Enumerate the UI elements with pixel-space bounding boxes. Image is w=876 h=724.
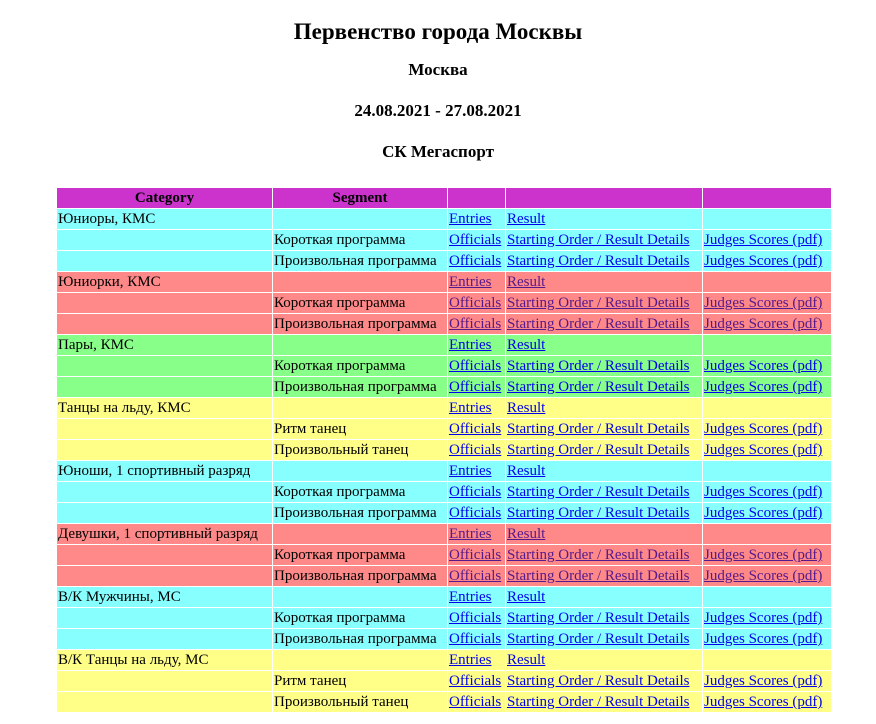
starting-order-cell [506,419,702,439]
result-link[interactable]: Result [507,589,546,605]
table-body [57,209,831,712]
segment-name: Произвольная программа [273,503,447,523]
category-empty [57,671,272,691]
starting-order-link[interactable]: Starting Order / Result Details [507,568,690,584]
starting-order-cell [506,566,702,586]
result-link[interactable]: Result [507,652,546,668]
empty-cell [703,398,831,418]
column-header-segment: Segment [273,188,447,208]
officials-cell [448,692,505,712]
category-empty [57,251,272,271]
officials-cell [448,545,505,565]
officials-cell [448,293,505,313]
segment-row [57,629,831,649]
segment-empty [273,461,447,481]
officials-cell [448,419,505,439]
segment-empty [273,398,447,418]
judges-scores-link[interactable]: Judges Scores (pdf) [704,484,823,500]
entries-cell [448,461,505,481]
judges-scores-cell [703,293,831,313]
judges-scores-link[interactable]: Judges Scores (pdf) [704,358,823,374]
column-header-links-3 [703,188,831,208]
category-name: Юниорки, КМС [57,272,272,292]
entries-cell [448,650,505,670]
segment-name: Короткая программа [273,545,447,565]
category-empty [57,629,272,649]
result-link[interactable]: Result [507,463,546,479]
category-row [57,209,831,229]
officials-cell [448,608,505,628]
starting-order-cell [506,482,702,502]
starting-order-link[interactable]: Starting Order / Result Details [507,358,690,374]
result-link[interactable]: Result [507,526,546,542]
category-name: В/К Танцы на льду, МС [57,650,272,670]
result-cell [506,524,702,544]
category-empty [57,293,272,313]
judges-scores-cell [703,503,831,523]
empty-cell [703,461,831,481]
segment-name: Короткая программа [273,230,447,250]
judges-scores-cell [703,314,831,334]
judges-scores-link[interactable]: Judges Scores (pdf) [704,316,823,332]
segment-name: Произвольная программа [273,377,447,397]
segment-row [57,251,831,271]
segment-empty [273,335,447,355]
category-row [57,587,831,607]
officials-link[interactable]: Officials [449,232,502,248]
category-empty [57,419,272,439]
judges-scores-link[interactable]: Judges Scores (pdf) [704,505,823,521]
judges-scores-link[interactable]: Judges Scores (pdf) [704,232,823,248]
officials-link[interactable]: Officials [449,673,502,689]
officials-link[interactable]: Officials [449,379,502,395]
entries-cell [448,335,505,355]
segment-row [57,671,831,691]
starting-order-cell [506,314,702,334]
event-venue: СК Мегаспорт [382,142,494,161]
category-row [57,461,831,481]
entries-link[interactable]: Entries [449,400,492,416]
category-row [57,398,831,418]
column-header-links-1 [448,188,505,208]
entries-cell [448,209,505,229]
officials-link[interactable]: Officials [449,442,502,458]
entries-link[interactable]: Entries [449,274,492,290]
segment-name: Короткая программа [273,608,447,628]
starting-order-cell [506,671,702,691]
judges-scores-cell [703,692,831,712]
entries-link[interactable]: Entries [449,589,492,605]
category-empty [57,608,272,628]
entries-cell [448,398,505,418]
table-header-row [57,188,831,208]
result-cell [506,209,702,229]
empty-cell [703,650,831,670]
entries-link[interactable]: Entries [449,652,492,668]
category-empty [57,692,272,712]
judges-scores-cell [703,545,831,565]
starting-order-link[interactable]: Starting Order / Result Details [507,484,690,500]
judges-scores-cell [703,377,831,397]
judges-scores-cell [703,440,831,460]
judges-scores-link[interactable]: Judges Scores (pdf) [704,610,823,626]
officials-cell [448,440,505,460]
starting-order-cell [506,293,702,313]
starting-order-cell [506,692,702,712]
judges-scores-link[interactable]: Judges Scores (pdf) [704,547,823,563]
starting-order-link[interactable]: Starting Order / Result Details [507,316,690,332]
result-cell [506,335,702,355]
category-empty [57,566,272,586]
starting-order-cell [506,440,702,460]
segment-name: Короткая программа [273,356,447,376]
category-name: Пары, КМС [57,335,272,355]
result-cell [506,461,702,481]
judges-scores-link[interactable]: Judges Scores (pdf) [704,442,823,458]
judges-scores-cell [703,482,831,502]
segment-empty [273,272,447,292]
judges-scores-cell [703,629,831,649]
result-cell [506,587,702,607]
segment-name: Ритм танец [273,419,447,439]
officials-link[interactable]: Officials [449,568,502,584]
officials-cell [448,503,505,523]
entries-link[interactable]: Entries [449,463,492,479]
segment-name: Ритм танец [273,671,447,691]
segment-row [57,440,831,460]
officials-cell [448,251,505,271]
category-empty [57,440,272,460]
starting-order-link[interactable]: Starting Order / Result Details [507,631,690,647]
segment-row [57,293,831,313]
empty-cell [703,272,831,292]
segment-empty [273,524,447,544]
officials-link[interactable]: Officials [449,505,502,521]
starting-order-link[interactable]: Starting Order / Result Details [507,547,690,563]
officials-link[interactable]: Officials [449,547,502,563]
entries-link[interactable]: Entries [449,526,492,542]
segment-row [57,503,831,523]
starting-order-cell [506,356,702,376]
starting-order-link[interactable]: Starting Order / Result Details [507,610,690,626]
entries-cell [448,524,505,544]
segment-row [57,566,831,586]
starting-order-cell [506,251,702,271]
entries-link[interactable]: Entries [449,337,492,353]
starting-order-link[interactable]: Starting Order / Result Details [507,505,690,521]
segment-empty [273,209,447,229]
officials-link[interactable]: Officials [449,610,502,626]
judges-scores-cell [703,356,831,376]
category-name: Юноши, 1 спортивный разряд [57,461,272,481]
entries-cell [448,272,505,292]
judges-scores-link[interactable]: Judges Scores (pdf) [704,694,823,710]
category-name: Девушки, 1 спортивный разряд [57,524,272,544]
category-row [57,650,831,670]
starting-order-cell [506,629,702,649]
empty-cell [703,335,831,355]
category-empty [57,356,272,376]
segment-row [57,545,831,565]
judges-scores-link[interactable]: Judges Scores (pdf) [704,568,823,584]
segment-row [57,356,831,376]
category-name: В/К Мужчины, МС [57,587,272,607]
event-city: Москва [408,60,468,79]
result-link[interactable]: Result [507,274,546,290]
category-empty [57,377,272,397]
judges-scores-cell [703,671,831,691]
officials-link[interactable]: Officials [449,484,502,500]
result-link[interactable]: Result [507,211,546,227]
judges-scores-link[interactable]: Judges Scores (pdf) [704,379,823,395]
category-empty [57,482,272,502]
result-link[interactable]: Result [507,400,546,416]
segment-empty [273,650,447,670]
entries-cell [448,587,505,607]
category-empty [57,503,272,523]
officials-link[interactable]: Officials [449,253,502,269]
category-row [57,524,831,544]
segment-row [57,377,831,397]
event-dates: 24.08.2021 - 27.08.2021 [354,101,522,120]
starting-order-cell [506,608,702,628]
segment-row [57,419,831,439]
result-cell [506,272,702,292]
empty-cell [703,587,831,607]
starting-order-link[interactable]: Starting Order / Result Details [507,253,690,269]
starting-order-link[interactable]: Starting Order / Result Details [507,379,690,395]
starting-order-cell [506,545,702,565]
segment-name: Произвольная программа [273,629,447,649]
column-header-category: Category [57,188,272,208]
category-row [57,335,831,355]
officials-link[interactable]: Officials [449,694,502,710]
starting-order-link[interactable]: Starting Order / Result Details [507,421,690,437]
judges-scores-cell [703,251,831,271]
judges-scores-link[interactable]: Judges Scores (pdf) [704,295,823,311]
result-cell [506,650,702,670]
officials-cell [448,314,505,334]
segment-name: Произвольная программа [273,566,447,586]
officials-cell [448,671,505,691]
officials-cell [448,356,505,376]
officials-link[interactable]: Officials [449,631,502,647]
result-link[interactable]: Result [507,337,546,353]
judges-scores-link[interactable]: Judges Scores (pdf) [704,421,823,437]
officials-cell [448,629,505,649]
entries-link[interactable]: Entries [449,211,492,227]
segment-row [57,692,831,712]
empty-cell [703,209,831,229]
officials-cell [448,230,505,250]
judges-scores-cell [703,608,831,628]
category-empty [57,230,272,250]
judges-scores-cell [703,566,831,586]
empty-cell [703,524,831,544]
category-empty [57,314,272,334]
judges-scores-link[interactable]: Judges Scores (pdf) [704,631,823,647]
starting-order-link[interactable]: Starting Order / Result Details [507,442,690,458]
starting-order-cell [506,230,702,250]
segment-row [57,314,831,334]
segment-row [57,230,831,250]
starting-order-cell [506,503,702,523]
category-empty [57,545,272,565]
starting-order-link[interactable]: Starting Order / Result Details [507,295,690,311]
officials-link[interactable]: Officials [449,316,502,332]
officials-cell [448,566,505,586]
segment-name: Произвольный танец [273,692,447,712]
judges-scores-cell [703,419,831,439]
judges-scores-link[interactable]: Judges Scores (pdf) [704,253,823,269]
starting-order-cell [506,377,702,397]
officials-cell [448,377,505,397]
segment-name: Произвольная программа [273,251,447,271]
category-row [57,272,831,292]
officials-cell [448,482,505,502]
officials-link[interactable]: Officials [449,295,502,311]
starting-order-link[interactable]: Starting Order / Result Details [507,694,690,710]
results-table [56,187,832,713]
page-title: Первенство города Москвы [293,19,583,44]
segment-row [57,482,831,502]
segment-row [57,608,831,628]
category-name: Танцы на льду, КМС [57,398,272,418]
segment-name: Произвольный танец [273,440,447,460]
officials-link[interactable]: Officials [449,421,502,437]
judges-scores-cell [703,230,831,250]
judges-scores-link[interactable]: Judges Scores (pdf) [704,673,823,689]
result-cell [506,398,702,418]
segment-empty [273,587,447,607]
starting-order-link[interactable]: Starting Order / Result Details [507,232,690,248]
category-name: Юниоры, КМС [57,209,272,229]
starting-order-link[interactable]: Starting Order / Result Details [507,673,690,689]
segment-name: Короткая программа [273,293,447,313]
segment-name: Произвольная программа [273,314,447,334]
segment-name: Короткая программа [273,482,447,502]
column-header-links-2 [506,188,702,208]
officials-link[interactable]: Officials [449,358,502,374]
